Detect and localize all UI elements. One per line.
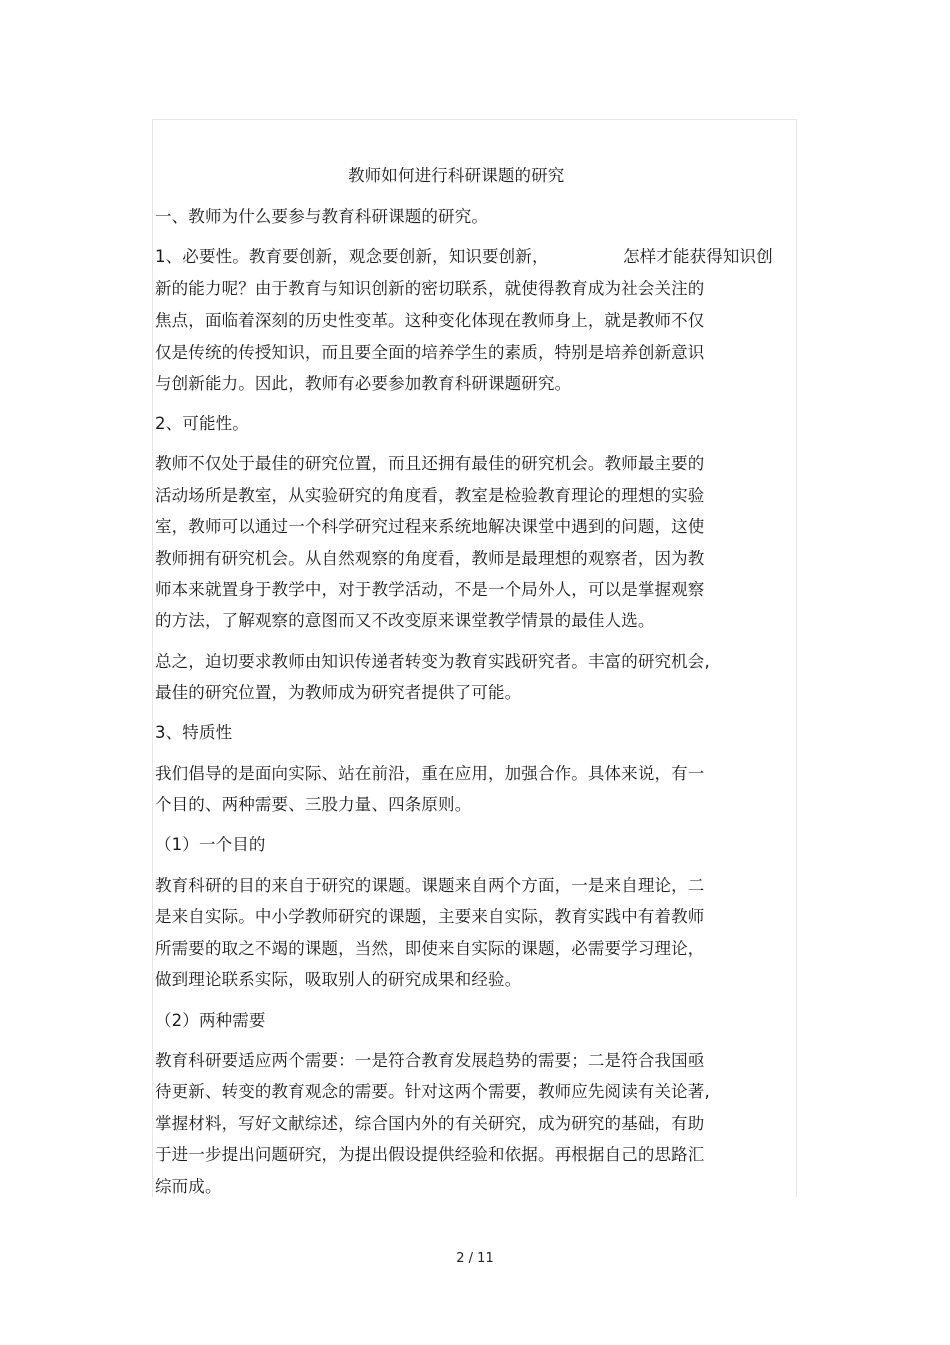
paragraph-line: 我们倡导的是面向实际、站在前沿，重在应用，加强合作。具体来说，有一 — [155, 764, 705, 783]
paragraph-line: 个目的、两种需要、三股力量、四条原则。 — [155, 795, 472, 814]
paragraph-line: 总之，迫切要求教师由知识传递者转变为教育实践研究者。丰富的研究机会, — [155, 652, 710, 671]
paragraph-line: 的方法，了解观察的意图而又不改变原来课堂教学情景的最佳人选。 — [155, 611, 655, 630]
paragraph-line: 待更新、转变的教育观念的需要。针对这两个需要，教师应先阅读有关论著, — [155, 1082, 710, 1101]
paragraph-line: 教育科研要适应两个需要：一是符合教育发展趋势的需要；二是符合我国亟 — [155, 1051, 705, 1070]
paragraph-line — [155, 247, 773, 267]
page-number: 2 / 11 — [456, 1251, 494, 1266]
paragraph-line: 与创新能力。因此，教师有必要参加教育科研课题研究。 — [155, 374, 572, 393]
paragraph-line: 最佳的研究位置，为教师成为研究者提供了可能。 — [155, 683, 522, 702]
subsection-heading: 3、特质性 — [155, 723, 233, 742]
paragraph-line: 新的能力呢？由于教育与知识创新的密切联系，就使得教育成为社会关注的 — [155, 279, 705, 298]
paragraph-line: 于进一步提出问题研究，为提出假设提供经验和依据。再根据自己的思路汇 — [155, 1145, 705, 1164]
section-heading: 一、教师为什么要参与教育科研课题的研究。 — [155, 207, 488, 226]
paragraph-line: 师本来就置身于教学中，对于教学活动，不是一个局外人，可以是掌握观察 — [155, 580, 705, 599]
paragraph-line: 综而成。 — [155, 1177, 222, 1196]
paragraph-line: 教师拥有研究机会。从自然观察的角度看，教师是最理想的观察者，因为教 — [155, 549, 705, 568]
subsection-heading: 2、可能性。 — [155, 414, 249, 433]
paragraph-line: 焦点，面临着深刻的历史性变革。这种变化体现在教师身上，就是教师不仅 — [155, 311, 705, 330]
necessity-line-left: 1、必要性。教育要创新，观念要创新，知识要创新， — [155, 247, 549, 266]
paragraph-line: 教育科研的目的来自于研究的课题。课题来自两个方面，一是来自理论，二 — [155, 876, 705, 895]
paragraph-line: 活动场所是教室，从实验研究的角度看，教室是检验教育理论的理想的实验 — [155, 486, 705, 505]
paragraph-line: 仅是传统的传授知识，而且要全面的培养学生的素质，特别是培养创新意识 — [155, 343, 705, 362]
paragraph-line: 掌握材料，写好文献综述，综合国内外的有关研究，成为研究的基础，有助 — [155, 1114, 705, 1133]
sub-heading: （1）一个目的 — [155, 835, 266, 854]
paragraph-line: 室，教师可以通过一个科学研究过程来系统地解决课堂中遇到的问题，这使 — [155, 517, 705, 536]
necessity-line-right: 怎样才能获得知识创 — [623, 247, 773, 266]
paragraph-line: 教师不仅处于最佳的研究位置，而且还拥有最佳的研究机会。教师最主要的 — [155, 454, 705, 473]
document-title: 教师如何进行科研课题的研究 — [348, 166, 565, 185]
paragraph-line: 做到理论联系实际，吸取别人的研究成果和经验。 — [155, 970, 522, 989]
paragraph-line: 是来自实际。中小学教师研究的课题，主要来自实际，教育实践中有着教师 — [155, 907, 705, 926]
paragraph-line: 所需要的取之不竭的课题，当然，即使来自实际的课题，必需要学习理论， — [155, 939, 705, 958]
sub-heading: （2）两种需要 — [155, 1011, 266, 1030]
